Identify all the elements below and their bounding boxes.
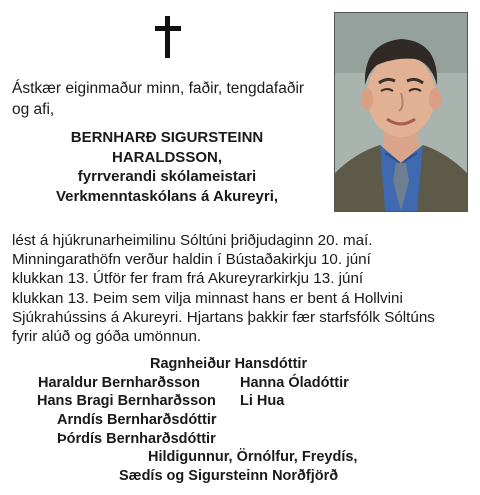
mourner-child: Haraldur Bernharðsson xyxy=(38,374,200,391)
announcement-line: klukkan 13. Þeim sem vilja minnast hans er bent á Hollvini xyxy=(12,289,403,307)
mourner-grandchildren: Hildigunnur, Örnólfur, Freydís, xyxy=(148,449,358,466)
mourner-spouse: Ragnheiður Hansdóttir xyxy=(150,356,308,372)
cross-icon xyxy=(155,16,181,58)
mourner-child: Arndís Bernharðsdóttir xyxy=(57,412,217,429)
deceased-name-line2: HARALDSSON, xyxy=(111,148,222,166)
announcement-line: fyrir alúð og góða umönnun. xyxy=(12,328,202,346)
announcement-line: klukkan 13. Útför fer fram frá Akureyrarkirkju 13. júní xyxy=(12,270,364,288)
mourner-grandchildren: Sædís og Sigursteinn Norðfjörð xyxy=(119,468,339,485)
deceased-block xyxy=(12,128,322,206)
mourner-in-law: Li Hua xyxy=(240,393,285,410)
mourner-child: Hans Bragi Bernharðsson xyxy=(37,393,216,410)
mourners-list xyxy=(0,355,480,486)
announcement-line: Sjúkrahússins á Akureyri. Hjartans þakkir fær starfsfólk Sóltúns xyxy=(12,308,435,326)
announcement-line: Minningarathöfn verður haldin í Bústaðakirkju 10. júní xyxy=(12,251,371,269)
announcement-line: lést á hjúkrunarheimilinu Sóltúni þriðjudaginn 20. maí. xyxy=(12,232,373,249)
deceased-title-line1: fyrrverandi skólameistari xyxy=(77,168,257,185)
announcement-text xyxy=(12,231,472,346)
deceased-name-line1: BERNHARÐ SIGURSTEINN xyxy=(70,129,264,146)
intro-text: Ástkær eiginmaður minn, faðir, tengdafaðir og afi, xyxy=(12,80,305,118)
portrait-photo xyxy=(334,12,468,212)
mourner-child: Þórdís Bernharðsdóttir xyxy=(57,430,216,447)
deceased-title-line2: Verkmenntaskólans á Akureyri, xyxy=(55,187,279,205)
mourner-in-law: Hanna Óladóttir xyxy=(240,374,349,391)
